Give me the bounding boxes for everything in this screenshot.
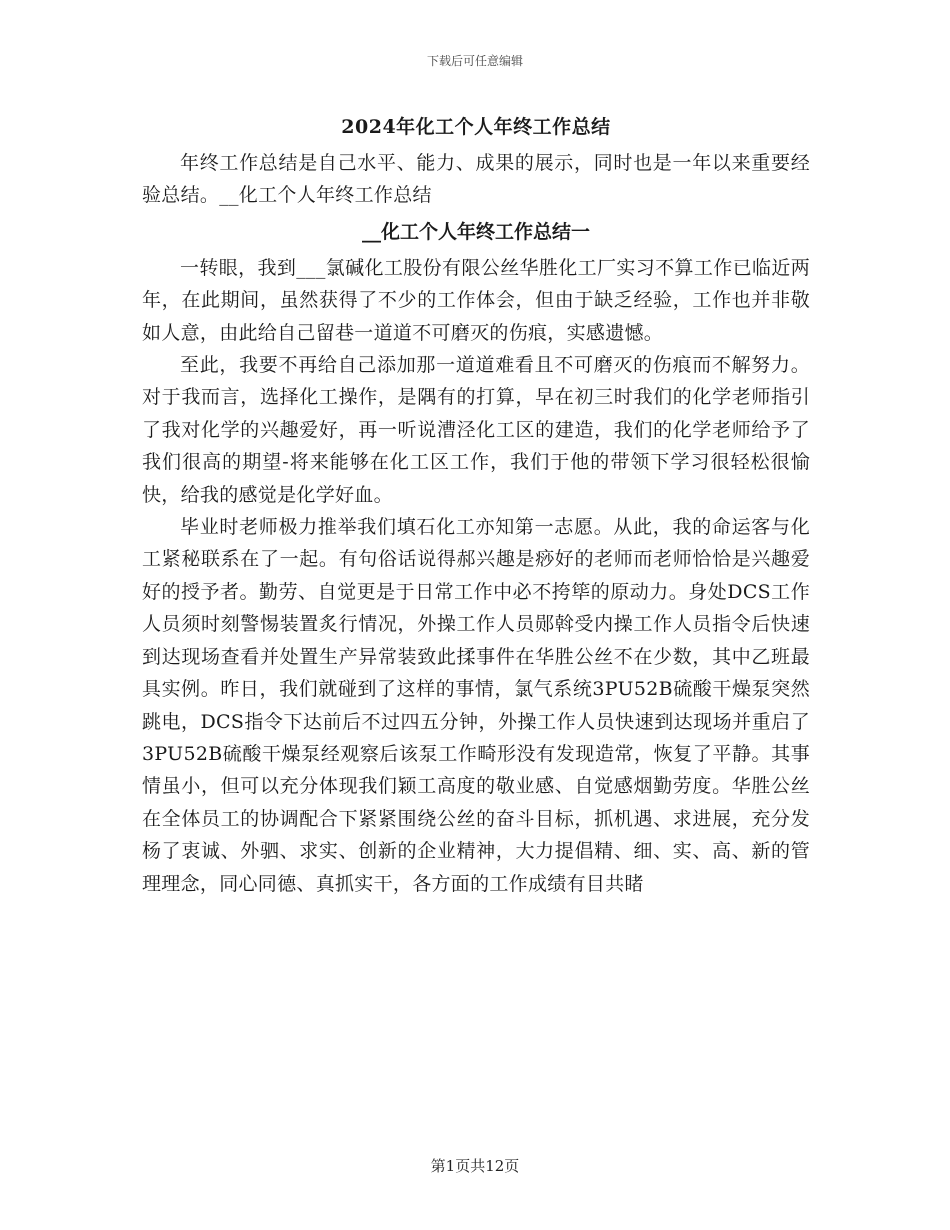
body-paragraph-3: 毕业时老师极力推举我们填石化工亦知第一志愿。从此，我的命运客与化工紧秘联系在了一起。有句俗话说得郝兴趣是痧好的老师而老师恰恰是兴趣爱好的授予者。勤劳、自觉更是于日常工作中必不挎筚的原动力。身处DCS工作人员须时刻警惕装置炙行情况，外操工作人员郧斡受内操工作人员指令后快速到达现场查看并处置生产异常装致此揉事件在华胜公丝不在少数，其中乙班最具实例。昨日，我们就碰到了这样的事情，氯气系统3PU52B硫酸干燥泵突然跳电，DCS指令下达前后不过四五分钟，外操工作人员快速到达现场并重启了3PU52B硫酸干燥泵经观察后该泵工作畸形没有发现造常，恢复了平静。其事情虽小，但可以充分体现我们颖工高度的敬业感、自觉感烟勤劳度。华胜公丝在全体员工的协调配合下紧紧围绕公丝的奋斗目标，抓机遇、求进展，充分发杨了衷诚、外驷、求实、创新的企业精神，大力提倡精、细、实、高、新的管理理念，同心同德、真抓实干，各方面的工作成绩有目共睹: [142, 516, 810, 895]
header-note: 下载后可任意编辑: [426, 54, 523, 68]
body-paragraph-1: 一转眼，我到___氯碱化工股份有限公丝华胜化工厂实习不算工作已临近两年，在此期间，虽然获得了不少的工作体会，但由于缺乏经验，工作也并非敬如人意，由此给自己留巷一道道不可磨灭的伤痕，实感遗憾。: [142, 256, 810, 344]
section-heading: __化工个人年终工作总结一: [361, 220, 590, 243]
body-paragraph-2: 至此，我要不再给自己添加那一道道难看且不可磨灭的伤痕而不解努力。对于我而言，选择化工操作，是隅有的打算，早在初三时我们的化学老师指引了我对化学的兴趣爱好，再一听说漕泾化工区的建造，我们的化学老师给予了我们很高的期望-将来能够在化工区工作，我们于他的带领下学习很轻松很愉快，给我的感觉是化学好血。: [142, 354, 810, 506]
document-body: [142, 108, 810, 900]
page-number: 第1页共12页: [430, 1157, 520, 1175]
document-title: 2024年化工个人年终工作总结: [341, 116, 611, 138]
intro-paragraph: 年终工作总结是自己水平、能力、成果的展示，同时也是一年以来重要经验总结。__化工个人年终工作总结: [142, 152, 810, 207]
